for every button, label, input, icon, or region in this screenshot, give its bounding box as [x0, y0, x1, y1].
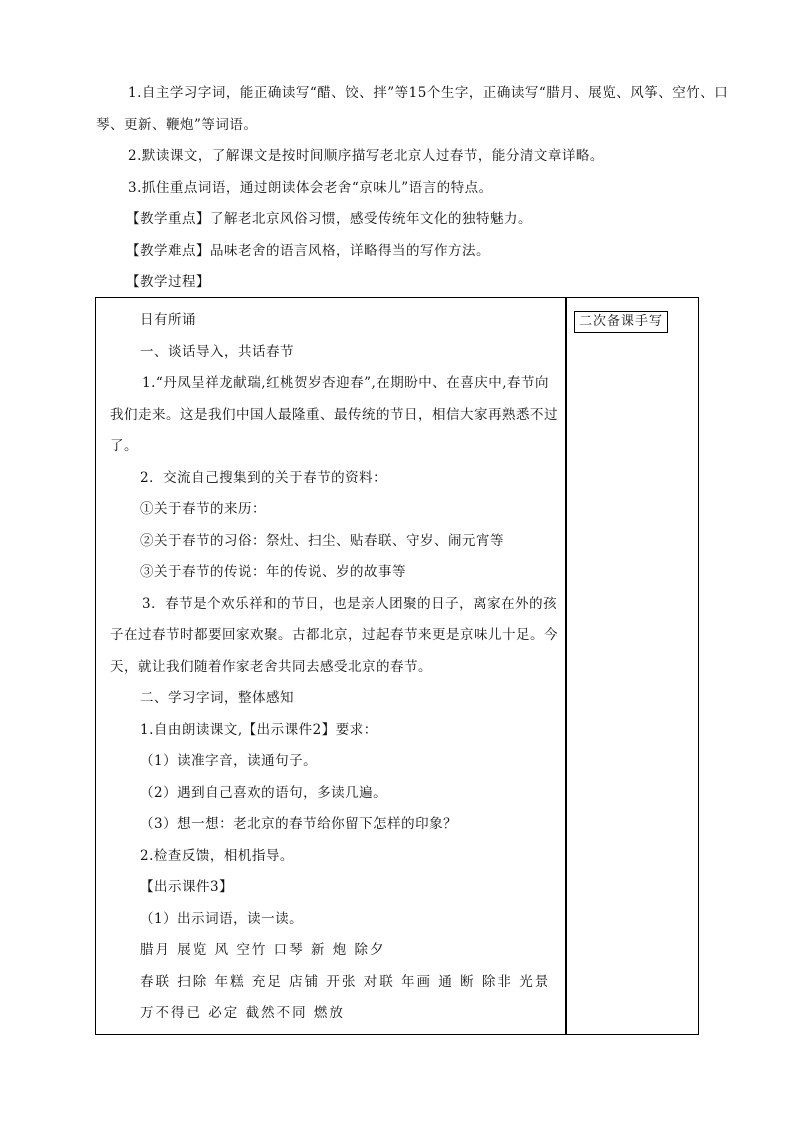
list-item-legends: ③关于春节的传说：年的传说、岁的故事等 [140, 564, 406, 580]
vocab-task: （1）出示词语，读一读。 [140, 910, 304, 927]
courseware-3: 【出示课件3】 [140, 879, 234, 895]
requirement-2: （2）遇到自己喜欢的语句，多读几遍。 [140, 784, 388, 801]
difficult-point: 【教学难点】品味老舍的语言风格，详略得当的写作方法。 [126, 242, 490, 259]
reading-task: 1.自由朗读课文,【出示课件2】要求： [140, 721, 378, 738]
section-heading-2: 二、学习字词，整体感知 [140, 690, 294, 706]
paragraph-1: 1.“丹凤呈祥龙献瑞,红桃贺岁杏迎春”,在期盼中、在喜庆中,春节向我们走来。这是我们中国人最隆重、最传统的节日，相信大家再熟悉不过了。 [110, 375, 558, 454]
paragraph-2: 2．交流自己搜集到的关于春节的资料： [140, 469, 388, 486]
feedback-task: 2.检查反馈，相机指导。 [140, 847, 294, 864]
list-item-origin: ①关于春节的来历： [140, 501, 266, 517]
requirement-3: （3）想一想：老北京的春节给你留下怎样的印象？ [140, 816, 458, 832]
process-heading: 【教学过程】 [126, 274, 210, 290]
requirement-1: （1）读准字音，读通句子。 [140, 753, 318, 769]
list-item-customs: ②关于春节的习俗：祭灶、扫尘、贴春联、守岁、闹元宵等 [140, 532, 504, 549]
key-point: 【教学重点】了解老北京风俗习惯，感受传统年文化的独特魅力。 [126, 211, 532, 227]
objective-2: 2.默读课文，了解课文是按时间顺序描写老北京人过春节，能分清文章详略。 [128, 148, 604, 164]
section-heading-1: 一、谈话导入，共话春节 [140, 343, 294, 360]
paragraph-3: 3．春节是个欢乐祥和的节日，也是亲人团聚的日子，离家在外的孩子在过春节时都要回家欢聚。古都北京，过起春节来更是京味儿十足。今天，就让我们随着作家老舍共同去感受北京的春节。 [110, 595, 558, 675]
teaching-objectives [96, 78, 736, 299]
lesson-table [95, 297, 699, 1035]
column-divider [565, 298, 567, 1034]
lesson-content [110, 305, 560, 1030]
second-prep-label: 二次备课手写 [574, 311, 668, 333]
objective-3: 3.抓住重点词语，通过朗读体会老舍“京味儿”语言的特点。 [128, 179, 493, 196]
daily-recitation: 日有所诵 [140, 312, 196, 328]
vocab-list-1: 腊月 展览 风 空竹 口琴 新 炮 除夕 [140, 942, 386, 958]
vocab-list-2: 春联 扫除 年糕 充足 店铺 开张 对联 年画 通 断 除非 光景 万不得已 必定 截然不同 燃放 [140, 973, 551, 1021]
objective-1: 1.自主学习字词，能正确读写“醋、饺、拌”等15个生字，正确读写“腊月、展览、风筝、空竹、口琴、更新、鞭炮”等词语。 [96, 85, 729, 133]
